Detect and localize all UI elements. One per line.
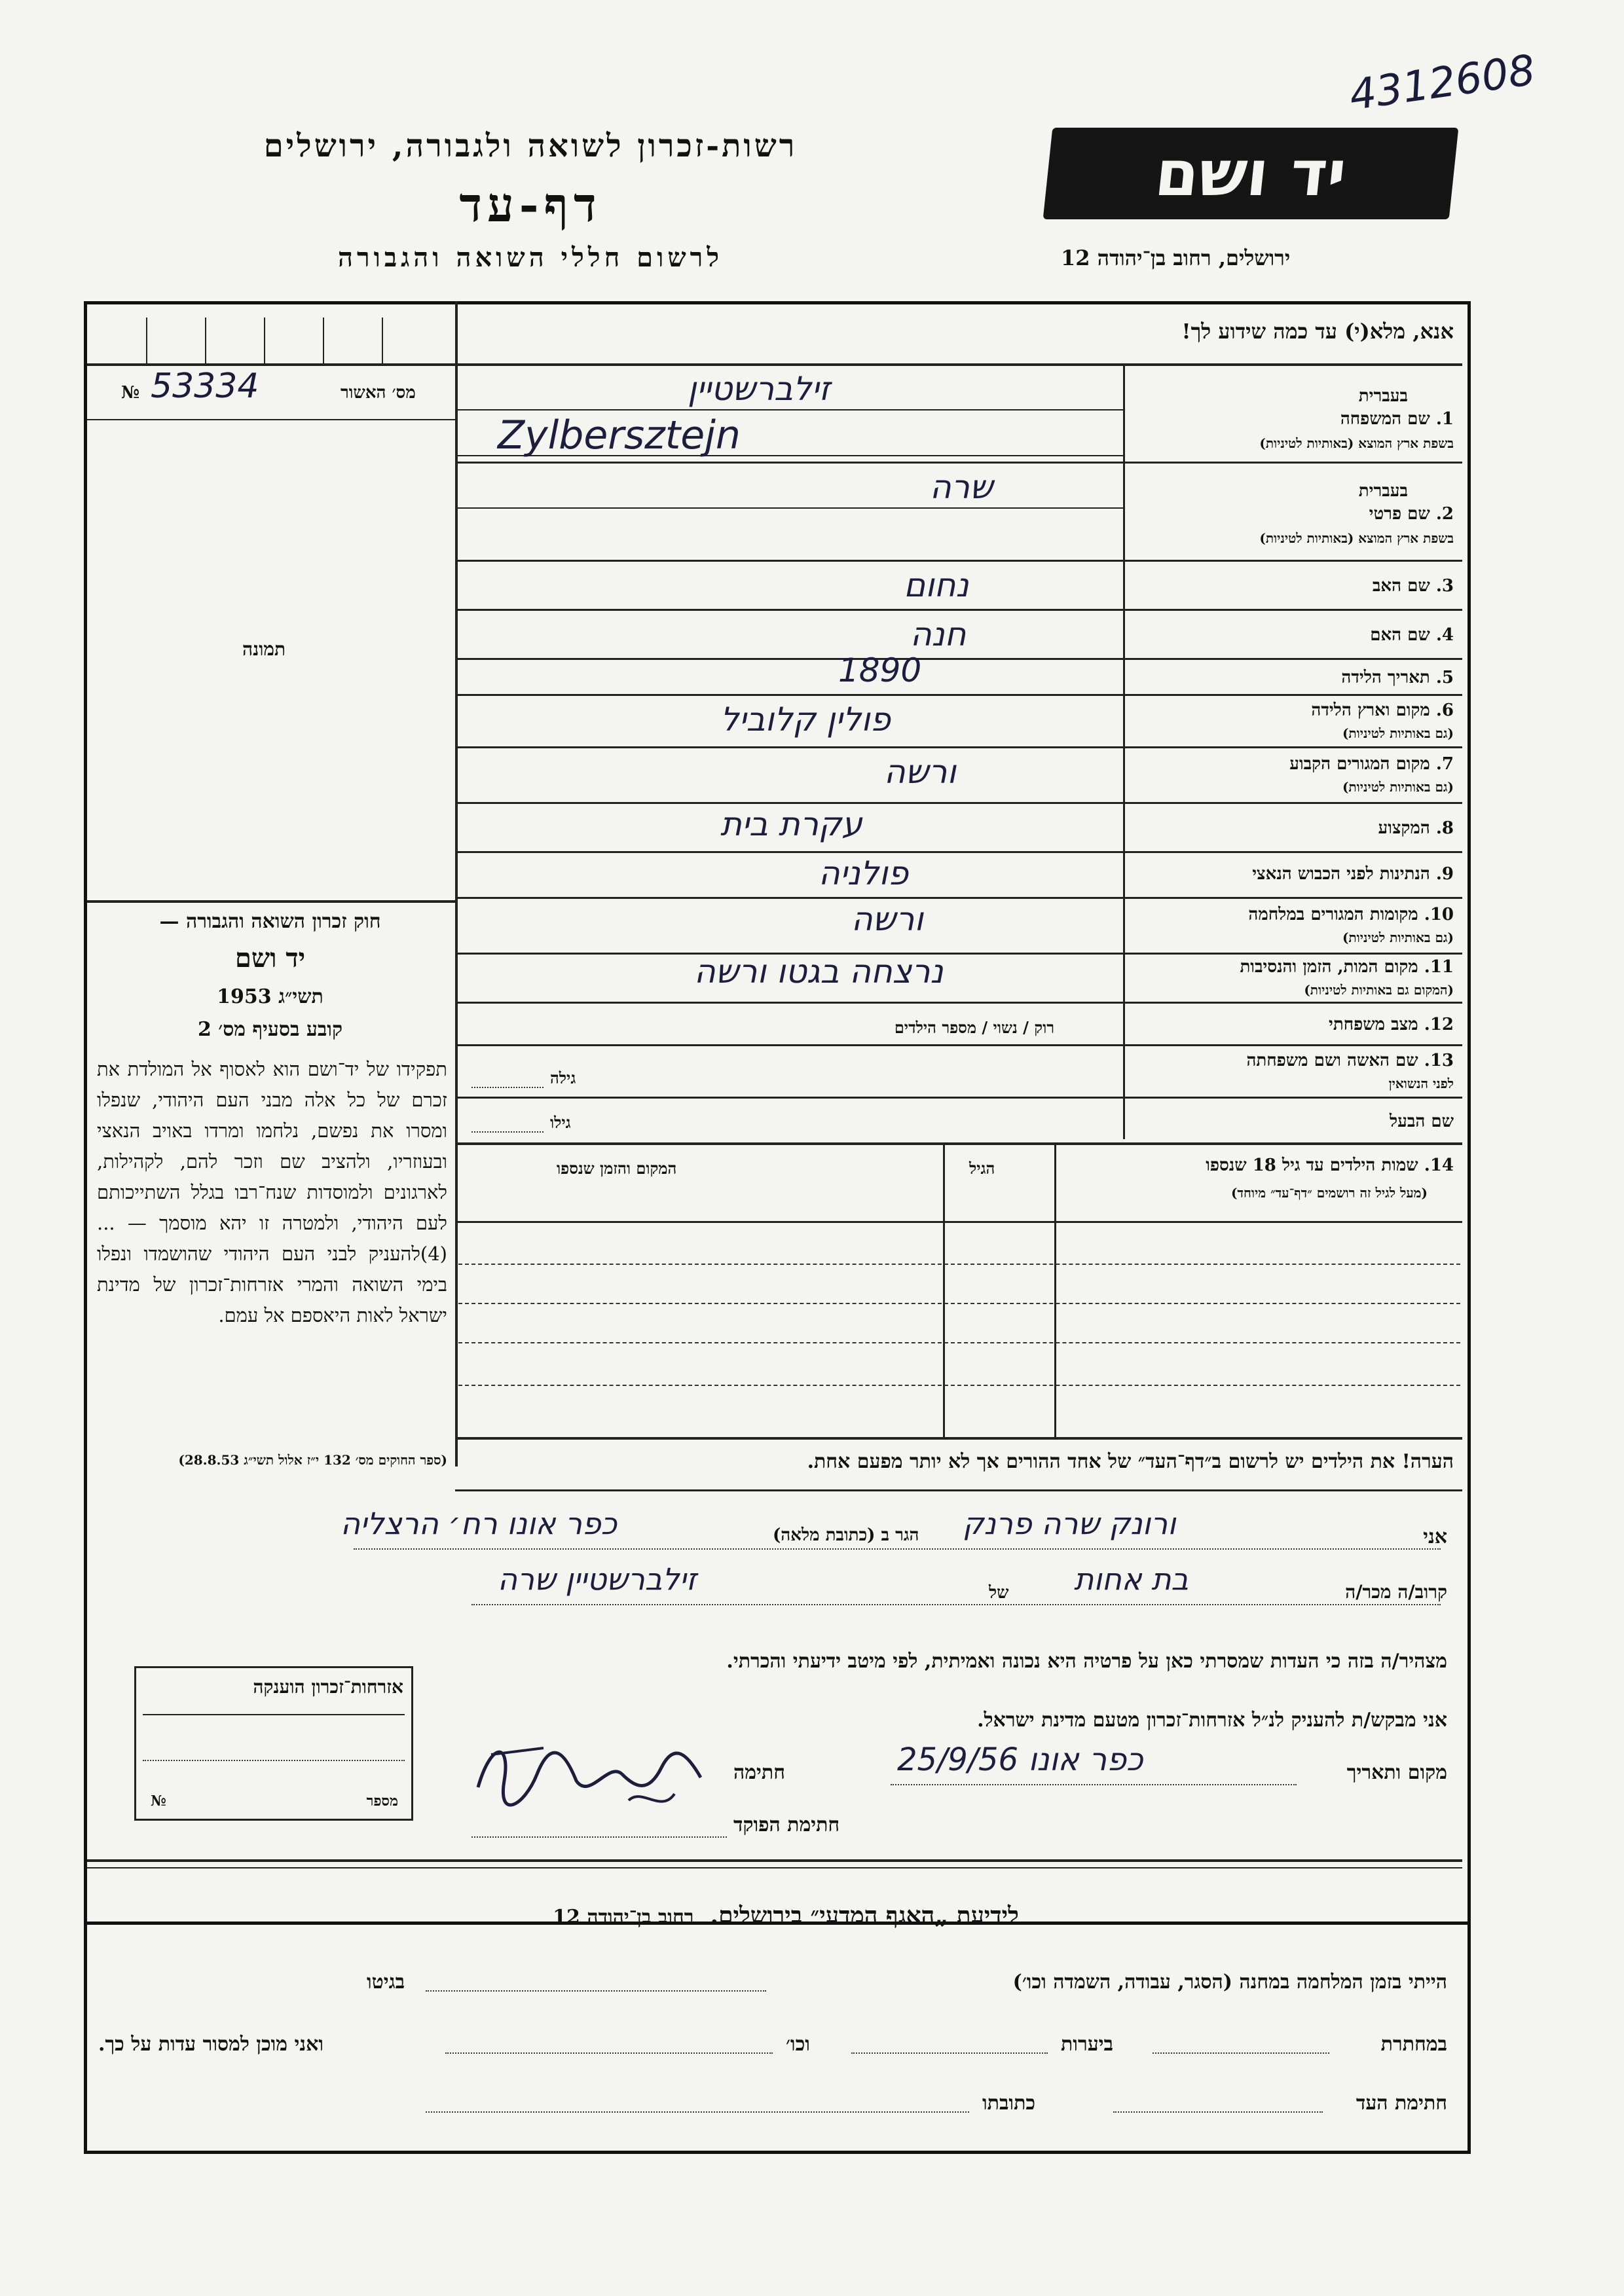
- footer-ghetto: בגיטו: [367, 1971, 405, 1994]
- field-11-label: 11. מקום המות, הזמן והנסיבות: [1240, 957, 1454, 977]
- law-body: תפקידו של יד־ושם הוא לאסוף אל המולדת את זכרם של כל אלה מבני העם היהודי, שנפלו ומסרו את נפשם, נלחמו ומרדו באויב הנאצי ובעוזריו, ולהציב שם וזכר להם, לקהילות, לארגונים ולמוסדות שנח־רבו בגלל השתייכותם לעם היהודי, ולמטרה זו יהא מוסמך — ...(4)להעניק לבני העם היהודי שהושמדו ונפלו בימי השואה והמרי אזרחות־זכרון של מדינת ישראל לאות היאספם אל עמם.: [97, 1058, 447, 1326]
- declarant-address-label: הגר ב (כתובת מלאה): [773, 1525, 919, 1545]
- field-6-value: פולין קלוביל: [720, 701, 891, 738]
- form-subtitle: לרשום חללי השואה והגבורה: [337, 242, 724, 273]
- field-4-label: 4. שם האם: [1370, 625, 1454, 645]
- relation-of-value: זילברשטיין שרה: [498, 1561, 697, 1597]
- header-authority: רשות-זכרון לשואה ולגבורה, ירושלים: [263, 128, 798, 164]
- footer-frame: [84, 1922, 1471, 2154]
- photo-label: תמונה: [242, 638, 286, 660]
- footer-underground: במחתרת: [1380, 2033, 1447, 2056]
- footer-etc: וכו׳: [786, 2033, 810, 2056]
- declarant-name: ורונק שרה פרנק: [963, 1506, 1176, 1541]
- law-title: חוק זכרון השואה והגבורה —: [159, 910, 381, 933]
- field-1-hint: בשפת ארץ המוצא (באותיות לטיניות): [1259, 435, 1454, 451]
- officer-signature-label: חתימת הפוקד: [733, 1813, 840, 1836]
- approval-number-value: 53334: [151, 367, 259, 406]
- field-2-label: 2. שם פרטי: [1369, 504, 1454, 524]
- field-1-value-hebrew: זילברשטיין: [688, 370, 830, 408]
- citizenship-box-title: אזרחות־זכרון הוענקה: [253, 1676, 403, 1698]
- field-10-label: 10. מקומות המגורים במלחמה: [1248, 905, 1454, 924]
- footer-witness-signature: חתימת העד: [1356, 2092, 1447, 2115]
- declaration-text: מצהיר/ה בזה כי העדות שמסרתי כאן על פרטיה היא נכונה ואמיתית, לפי מיטב ידיעתי והכרתי.: [726, 1650, 1447, 1673]
- field-11-hint: (המקום גם באותיות לטיניות): [1304, 982, 1454, 998]
- field-12-options: רוק / נשוי / מספר הילדים: [894, 1018, 1054, 1037]
- field-13-label: 13. שם האשה ושם משפחתה: [1246, 1051, 1454, 1070]
- declarant-i-label: אני: [1423, 1525, 1447, 1548]
- field-9-label: 9. הנתינות לפני הכבוש הנאצי: [1252, 864, 1454, 884]
- field-6-hint: (גם באותיות לטיניות): [1342, 725, 1454, 741]
- children-col-place: המקום והזמן שנספו: [557, 1159, 677, 1178]
- field-12-label: 12. מצב משפחתי: [1329, 1015, 1454, 1034]
- note-text: הערה! את הילדים יש לרשום ב״דף־העד״ של אחד ההורים אך לא יותר מפעם אחת.: [807, 1450, 1454, 1473]
- field-7-label: 7. מקום המגורים הקבוע: [1289, 754, 1454, 774]
- footer-ready: ואני מוכן למסור עדות על כך.: [98, 2033, 324, 2056]
- citizenship-no-mark: №: [151, 1793, 166, 1810]
- field-13-age-label: גילה: [550, 1068, 576, 1087]
- citizenship-box: [134, 1666, 413, 1821]
- field-8-value: עקרת בית: [720, 805, 862, 843]
- form-title: דף-עד: [459, 177, 602, 232]
- field-6-label: 6. מקום וארץ הלידה: [1311, 701, 1454, 720]
- field-3-value: נחום: [904, 566, 969, 604]
- footer-forests: ביערות: [1061, 2033, 1114, 2056]
- field-7-value: ורשה: [884, 753, 956, 791]
- footer-line1: הייתי בזמן המלחמה במחנה (הסגר, עבודה, השמדה וכו׳): [1012, 1971, 1447, 1994]
- relation-value: בת אחות: [1074, 1561, 1189, 1597]
- footer-title: לידיעת „האגף המדעי״ בירושלים. רחוב בן־יהודה 12: [553, 1902, 1019, 1929]
- field-3-label: 3. שם האב: [1372, 576, 1454, 596]
- place-date-label: מקום ותאריך: [1346, 1761, 1447, 1784]
- law-clause: קובע בסעיף מס׳ 2: [197, 1018, 343, 1041]
- field-1-value-latin: Zylbersztejn: [498, 412, 741, 458]
- field-2-value: שרה: [930, 468, 993, 506]
- children-col-age: הגיל: [969, 1159, 995, 1178]
- field-2-lang: בעברית: [1358, 481, 1408, 501]
- field-13-hint: לפני הנשואין: [1388, 1076, 1454, 1091]
- signature-label: חתימה: [733, 1761, 785, 1784]
- approval-ruler: [87, 304, 455, 363]
- field-2-hint: בשפת ארץ המוצא (באותיות לטיניות): [1259, 530, 1454, 546]
- field-7-hint: (גם באותיות לטיניות): [1342, 779, 1454, 795]
- signature-mark: [465, 1728, 714, 1820]
- relation-of-label: של: [989, 1583, 1009, 1603]
- approval-number-label: מס׳ האשור: [341, 383, 416, 403]
- approval-no-mark: №: [121, 383, 140, 403]
- declarant-address: כפר אונו רח׳ הרצליה: [341, 1506, 618, 1541]
- husband-age-label: גילו: [550, 1113, 571, 1132]
- footer-address-label: כתובתו: [982, 2092, 1036, 2115]
- law-source: (ספר החוקים מס׳ 132 י״ז אלול תשי״ג 28.8.53): [178, 1452, 447, 1468]
- husband-label: שם הבעל: [1389, 1112, 1454, 1131]
- yad-vashem-logo: [1043, 128, 1459, 219]
- children-hint: (מעל לגיל זה רושמים ״דף־עד״ מיוחד): [1230, 1185, 1428, 1201]
- logo-text: יד ושם: [1151, 137, 1350, 210]
- field-8-label: 8. המקצוע: [1378, 818, 1454, 838]
- field-10-value: ורשה: [851, 900, 923, 938]
- relation-label: קרוב/ה מכר/ה: [1345, 1581, 1447, 1603]
- intro-text: אנא, מלא(י) עד כמה שידוע לך!: [1181, 319, 1454, 344]
- place-date-value: כפר אונו 25/9/56: [897, 1741, 1143, 1778]
- law-year: תשי״ג 1953: [217, 985, 323, 1008]
- field-11-value: נרצחה בגטו ורשה: [694, 953, 944, 991]
- request-text: אני מבקש/ת להעניק לנ״ל אזרחות־זכרון מטעם מדינת ישראל.: [977, 1709, 1447, 1732]
- law-logo: יד ושם: [234, 943, 306, 974]
- archive-number-stamp: 4312608: [1346, 46, 1538, 120]
- citizenship-number-label: מספר: [366, 1793, 398, 1810]
- field-4-value: חנה: [910, 615, 967, 653]
- field-1-label: 1. שם המשפחה: [1340, 409, 1454, 429]
- children-title: 14. שמות הילדים עד גיל 18 שנספו: [1206, 1156, 1454, 1175]
- field-5-value: 1890: [838, 651, 922, 689]
- field-10-hint: (גם באותיות לטיניות): [1342, 930, 1454, 945]
- header-address: ירושלים, רחוב בן־יהודה 12: [1061, 246, 1291, 270]
- field-5-label: 5. תאריך הלידה: [1341, 668, 1454, 687]
- field-9-value: פולניה: [819, 854, 909, 892]
- field-1-lang: בעברית: [1358, 386, 1408, 406]
